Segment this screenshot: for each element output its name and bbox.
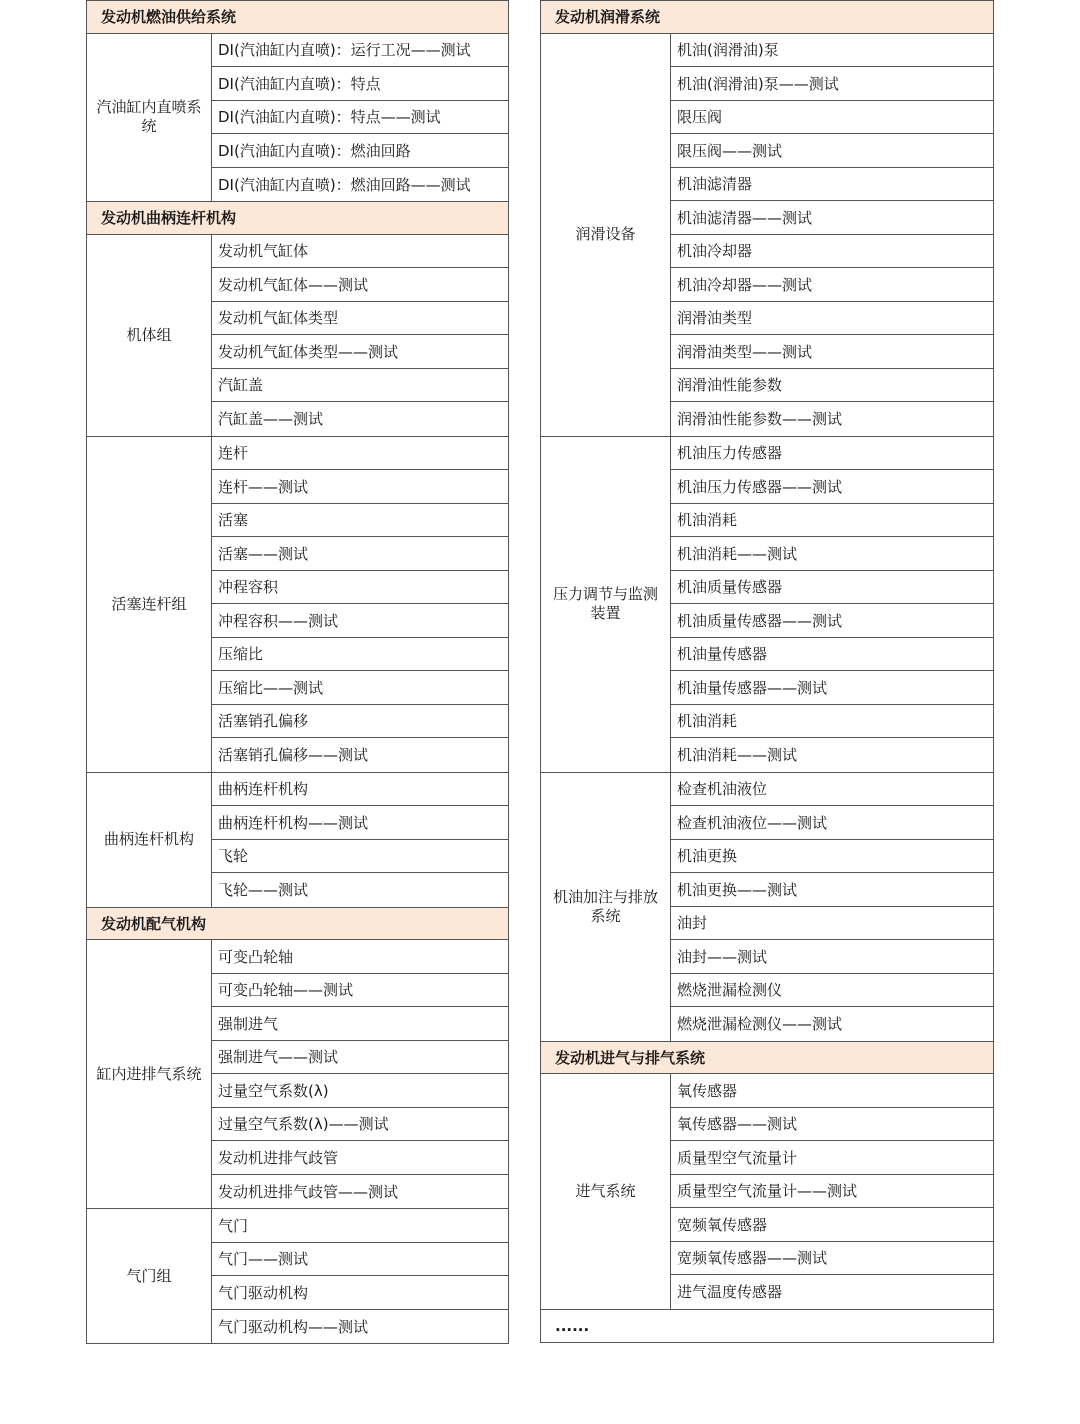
category-group <box>540 773 994 1042</box>
list-item: 气门——测试 <box>212 1243 508 1277</box>
list-item: DI(汽油缸内直喷)：燃油回路——测试 <box>218 175 471 194</box>
list-item: 机油更换——测试 <box>671 873 993 907</box>
list-item: 氧传感器 <box>671 1074 993 1108</box>
list-item: 发动机进排气歧管——测试 <box>218 1182 399 1201</box>
list-item: 发动机气缸体类型——测试 <box>212 335 508 369</box>
category-group <box>86 1209 509 1344</box>
list-item: 机油压力传感器 <box>671 437 993 471</box>
list-item: 机油(润滑油)泵 <box>671 34 993 68</box>
list-item: 机油消耗——测试 <box>677 746 798 765</box>
list-item: 进气温度传感器 <box>677 1283 783 1302</box>
item-list <box>212 437 508 772</box>
list-item: 燃烧泄漏检测仪——测试 <box>677 1015 843 1034</box>
list-item: 过量空气系数(λ)——测试 <box>212 1108 508 1142</box>
list-item: 气门驱动机构——测试 <box>218 1317 369 1336</box>
category-group <box>86 34 509 203</box>
category-group <box>540 34 994 437</box>
list-item: 质量型空气流量计 <box>671 1141 993 1175</box>
category-label: 进气系统 <box>541 1074 671 1309</box>
list-item: DI(汽油缸内直喷)：运行工况——测试 <box>212 34 508 68</box>
list-item: 润滑油性能参数 <box>671 369 993 403</box>
left-column <box>86 0 509 1344</box>
list-item: 限压阀——测试 <box>671 134 993 168</box>
category-label: 机体组 <box>87 235 212 436</box>
list-item: 活塞 <box>212 504 508 538</box>
list-item: 机油滤清器 <box>671 168 993 202</box>
item-list <box>212 34 508 202</box>
category-label: 汽油缸内直喷系统 <box>87 34 212 202</box>
list-item: 气门 <box>212 1209 508 1243</box>
list-item: 强制进气 <box>212 1007 508 1041</box>
list-item: 机油消耗——测试 <box>671 537 993 571</box>
list-item: 润滑油类型 <box>671 302 993 336</box>
list-item: 曲柄连杆机构 <box>212 773 508 807</box>
list-item: 冲程容积 <box>212 571 508 605</box>
category-label: 曲柄连杆机构 <box>87 773 212 907</box>
item-list <box>671 437 993 772</box>
list-item: 压缩比 <box>212 638 508 672</box>
list-item: 检查机油液位 <box>671 773 993 807</box>
list-item: 机油压力传感器——测试 <box>671 470 993 504</box>
list-item: 过量空气系数(λ) <box>212 1074 508 1108</box>
list-item: 压缩比——测试 <box>212 671 508 705</box>
category-label: 润滑设备 <box>541 34 671 436</box>
list-item: 机油量传感器 <box>671 638 993 672</box>
category-group <box>86 773 509 908</box>
list-item: 机油质量传感器——测试 <box>671 604 993 638</box>
list-item: 汽缸盖——测试 <box>218 410 324 429</box>
list-item: 活塞销孔偏移——测试 <box>218 746 369 765</box>
list-item: 检查机油液位——测试 <box>671 806 993 840</box>
list-item: 发动机气缸体——测试 <box>212 268 508 302</box>
category-group <box>540 1074 994 1310</box>
item-list <box>212 235 508 436</box>
list-item: 机油更换 <box>671 840 993 874</box>
list-item: 氧传感器——测试 <box>671 1108 993 1142</box>
list-item: 飞轮——测试 <box>218 881 309 900</box>
list-item: 活塞销孔偏移 <box>212 705 508 739</box>
list-item: 发动机进排气歧管 <box>212 1141 508 1175</box>
category-label: 机油加注与排放系统 <box>541 773 671 1041</box>
section-header: 发动机曲柄连杆机构 <box>86 201 509 235</box>
list-item: 机油冷却器——测试 <box>671 268 993 302</box>
list-item: 机油质量传感器 <box>671 571 993 605</box>
item-list <box>671 773 993 1041</box>
list-item: 限压阀 <box>671 101 993 135</box>
list-item: DI(汽油缸内直喷)：特点 <box>212 67 508 101</box>
list-item: 可变凸轮轴 <box>212 940 508 974</box>
item-list <box>212 1209 508 1343</box>
list-item: 机油滤清器——测试 <box>671 201 993 235</box>
item-list <box>671 1074 993 1309</box>
list-item: 可变凸轮轴——测试 <box>212 974 508 1008</box>
category-label: 活塞连杆组 <box>87 437 212 772</box>
section-header: 发动机配气机构 <box>86 907 509 941</box>
category-group <box>86 235 509 437</box>
category-label: 压力调节与监测装置 <box>541 437 671 772</box>
list-item: 润滑油类型——测试 <box>671 335 993 369</box>
list-item: 强制进气——测试 <box>212 1041 508 1075</box>
list-item: 油封 <box>671 907 993 941</box>
item-list <box>212 773 508 907</box>
section-header: 发动机润滑系统 <box>540 0 994 34</box>
item-list <box>212 940 508 1208</box>
list-item: 机油冷却器 <box>671 235 993 269</box>
list-item: 连杆——测试 <box>212 470 508 504</box>
list-item: 润滑油性能参数——测试 <box>677 410 843 429</box>
category-group <box>86 437 509 773</box>
list-item: 气门驱动机构 <box>212 1276 508 1310</box>
list-item: 机油(润滑油)泵——测试 <box>671 67 993 101</box>
right-column <box>540 0 994 1343</box>
list-item: 曲柄连杆机构——测试 <box>212 806 508 840</box>
category-label: 气门组 <box>87 1209 212 1343</box>
list-item: DI(汽油缸内直喷)：燃油回路 <box>212 134 508 168</box>
list-item: 冲程容积——测试 <box>212 604 508 638</box>
category-group <box>86 940 509 1209</box>
list-item: 机油消耗 <box>671 504 993 538</box>
category-label: 缸内进排气系统 <box>87 940 212 1208</box>
list-item: 燃烧泄漏检测仪 <box>671 974 993 1008</box>
list-item: DI(汽油缸内直喷)：特点——测试 <box>212 101 508 135</box>
ellipsis-row: ...... <box>540 1310 994 1344</box>
list-item: 油封——测试 <box>671 940 993 974</box>
category-group <box>540 437 994 773</box>
list-item: 活塞——测试 <box>212 537 508 571</box>
item-list <box>671 34 993 436</box>
list-item: 连杆 <box>212 437 508 471</box>
list-item: 发动机气缸体 <box>212 235 508 269</box>
list-item: 机油量传感器——测试 <box>671 671 993 705</box>
section-header: 发动机燃油供给系统 <box>86 0 509 34</box>
section-header: 发动机进气与排气系统 <box>540 1041 994 1075</box>
list-item: 飞轮 <box>212 840 508 874</box>
list-item: 机油消耗 <box>671 705 993 739</box>
list-item: 发动机气缸体类型 <box>212 302 508 336</box>
list-item: 宽频氧传感器 <box>671 1208 993 1242</box>
list-item: 质量型空气流量计——测试 <box>671 1175 993 1209</box>
list-item: 宽频氧传感器——测试 <box>671 1242 993 1276</box>
list-item: 汽缸盖 <box>212 369 508 403</box>
